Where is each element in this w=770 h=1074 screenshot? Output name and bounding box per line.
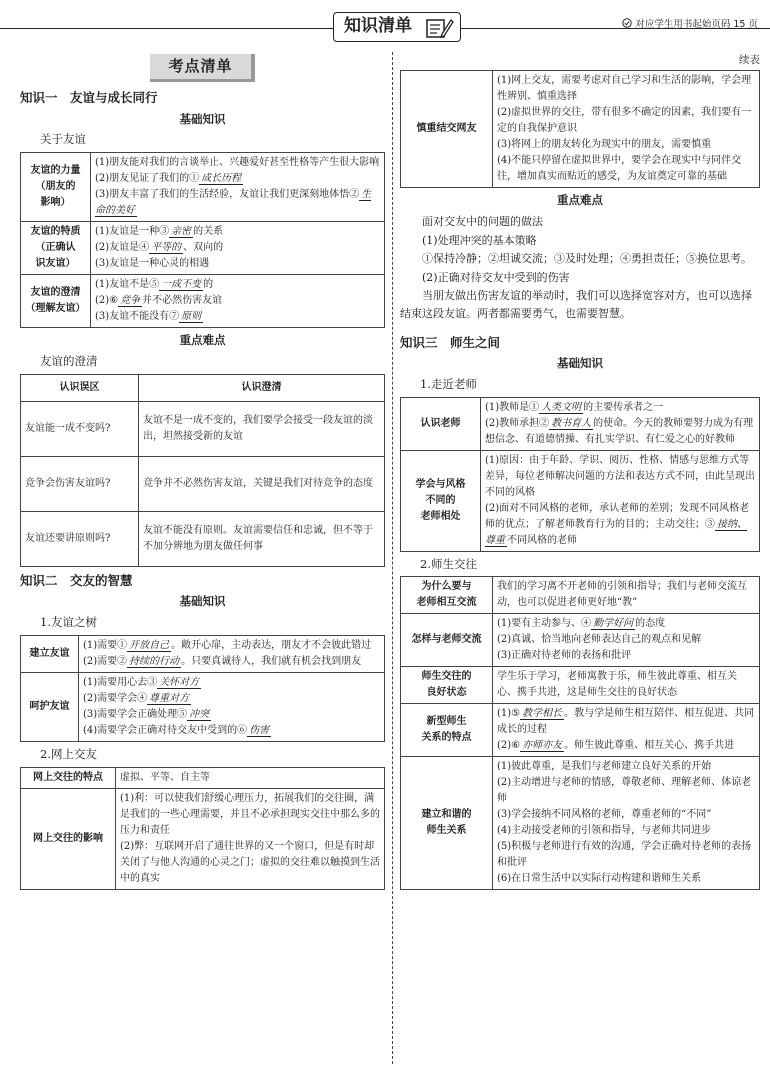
row-label-line: 老师相处	[420, 510, 461, 522]
content-line	[83, 638, 380, 654]
text-segment: 。教与学是师生相互陪伴、相互促进、共同成长的过程	[497, 708, 755, 736]
row-label-line: （朋友的	[35, 181, 76, 193]
row-content	[91, 222, 385, 275]
row-label	[401, 71, 493, 188]
table-row	[21, 767, 385, 788]
table-cell: 竞争会伤害友谊吗?	[21, 456, 139, 511]
text-segment: 我们的学习离不开老师的引领和指导；我们与老师交流互动，也可以促进老师更好地“教”	[497, 581, 747, 609]
row-content	[481, 397, 760, 450]
text-segment: (2)⑥	[95, 295, 119, 307]
content-line	[497, 669, 755, 701]
table-row	[21, 511, 385, 566]
content-line	[83, 675, 380, 691]
content-line	[120, 839, 380, 887]
know-teacher-table	[400, 397, 760, 552]
table-row	[21, 788, 385, 889]
row-label-line: 识友谊）	[35, 258, 76, 270]
content-line	[497, 616, 755, 632]
content-line	[95, 240, 380, 256]
row-content	[493, 577, 760, 614]
content-line	[95, 187, 380, 219]
row-content	[493, 667, 760, 704]
row-label-line: 良好状态	[426, 687, 467, 699]
page-header	[0, 6, 770, 46]
section-title: 知识清单	[344, 16, 412, 36]
table-row	[401, 614, 760, 667]
text-segment: 的态度	[635, 618, 666, 630]
text-segment: (1)教师是①	[485, 401, 540, 413]
answer-blank: 勤学好问	[593, 618, 634, 630]
basic-knowledge-heading: 基础知识	[179, 594, 226, 609]
paragraph: (2)正确对待交友中受到的伤害	[422, 270, 570, 284]
row-content	[79, 635, 385, 672]
text-segment: (5)积极与老师进行有效的沟通，学会正确对待老师的表扬和批评	[497, 841, 752, 869]
text-segment: (2)需要学会④	[83, 692, 148, 704]
answer-blank: 原则	[181, 311, 202, 323]
text-segment: (1)原因：由于年龄、学识、阅历、性格、情感与思维方式等差异，每位老师解决问题的方法和表达方式不同，由此呈现出不同的风格	[485, 454, 755, 498]
content-line	[497, 73, 755, 105]
content-line	[497, 807, 755, 823]
clarification-table	[20, 374, 385, 567]
row-label	[401, 577, 493, 614]
text-segment: (2)弊：互联网开启了通往世界的又一个窗口，但是有时却关闭了与他人沟通的心灵之门；虚拟的交往难以触摸到生活中的真实	[120, 840, 380, 884]
continued-table	[400, 70, 760, 188]
table-header: 认识误区	[21, 374, 139, 401]
answer-blank: 亲密	[171, 226, 192, 238]
content-line	[83, 654, 380, 670]
row-label-line: 建立和谐的	[421, 809, 472, 821]
row-label-line: 关系的特点	[421, 732, 472, 744]
row-label	[401, 757, 493, 890]
paragraph: (1)处理冲突的基本策略	[422, 233, 537, 247]
table-cell: 友谊不能没有原则。友谊需要信任和忠诚，但不等于不加分辨地为朋友做任何事	[139, 511, 385, 566]
row-label-line: 学会与风格	[415, 478, 466, 490]
row-content	[493, 757, 760, 890]
key-points-heading: 重点难点	[179, 333, 226, 348]
text-segment: (1)利：可以使我们舒缓心理压力，拓展我们的交往圈，满足我们的一些心理需要，并且不必承担现实交往中那么多的压力和责任	[120, 792, 380, 836]
banner-title: 考点清单	[150, 54, 254, 82]
text-segment: (6)在日常生活中以实际行动构建和谐师生关系	[497, 873, 702, 885]
text-segment: (4)不能只停留在虚拟世界中，要学会在现实中与同伴交往，增加真实而贴近的感受，为友谊奠定可靠的基础	[497, 155, 742, 183]
sub-heading: 关于友谊	[40, 132, 86, 147]
content-line	[95, 256, 380, 272]
row-content	[91, 153, 385, 222]
content-line	[497, 579, 755, 611]
text-segment: (3)需要学会正确处理⑤	[83, 708, 188, 720]
text-segment: (1)彼此尊重，是我们与老师建立良好关系的开始	[497, 761, 712, 773]
text-segment: 的	[203, 279, 214, 291]
continued-label: 续表	[739, 54, 760, 66]
content-line	[497, 839, 755, 871]
text-segment: 。只要真诚待人，我们就有机会找到朋友	[181, 655, 362, 667]
row-label-line: 不同的	[425, 494, 456, 506]
right-column	[400, 52, 760, 894]
knowledge-one-title: 知识一 友谊与成长同行	[20, 90, 158, 106]
table-cell: 友谊不是一成不变的，我们要学会接受一段友谊的淡出，坦然接受新的友谊	[139, 401, 385, 456]
text-segment: 不同风格的老师	[507, 534, 577, 546]
content-line	[497, 105, 755, 137]
row-label-line: 老师相互交流	[416, 597, 477, 609]
row-label-line: 师生关系	[426, 825, 467, 837]
text-segment: 的主要传承者之一	[583, 401, 664, 413]
answer-blank: 开放自己	[129, 639, 170, 651]
content-line	[120, 791, 380, 839]
content-line	[497, 738, 755, 754]
answer-blank: 亦师亦友	[522, 740, 563, 752]
table-cell: 竞争并不必然伤害友谊，关键是我们对待竞争的态度	[139, 456, 385, 511]
table-row	[401, 577, 760, 614]
text-segment: (1)⑤	[497, 708, 521, 720]
key-points-heading: 重点难点	[557, 193, 603, 208]
text-segment: 的关系	[193, 226, 224, 238]
row-label-line: 网上交往的特点	[33, 771, 103, 783]
text-segment: (1)要有主动参与、④	[497, 618, 592, 630]
row-label	[401, 450, 481, 551]
content-line	[83, 707, 380, 723]
sub-heading: 2.师生交往	[420, 556, 477, 571]
text-segment: (3)朋友丰富了我们的生活经验，友谊让我们更深刻地体悟②	[95, 189, 360, 201]
content-line	[83, 691, 380, 707]
answer-blank: 教学相长	[522, 708, 563, 720]
friendship-tree-table	[20, 635, 385, 742]
answer-blank: 竞争	[120, 295, 141, 307]
table-row	[401, 757, 760, 890]
answer-blank: 一成不变	[161, 279, 202, 291]
paragraph: ①保持冷静；②坦诚交流；③及时处理；④勇担责任；⑤换位思考。	[422, 252, 752, 266]
content-line	[120, 770, 380, 786]
section-tag	[333, 12, 461, 42]
content-line	[497, 153, 755, 185]
row-label-line: 友谊的澄清	[30, 287, 81, 299]
text-segment: (2)教师承担②	[485, 417, 550, 429]
table-cell: 友谊还要讲原则吗?	[21, 511, 139, 566]
text-segment: (3)友谊是一种心灵的相遇	[95, 258, 210, 270]
answer-blank: 平等的	[151, 242, 182, 254]
content-line	[497, 632, 755, 648]
table-row	[401, 397, 760, 450]
answer-blank: 伤害	[249, 724, 270, 736]
row-content	[91, 275, 385, 328]
table-cell: 友谊能一成不变吗?	[21, 401, 139, 456]
check-circle-icon	[622, 18, 632, 28]
knowledge-two-title: 知识二 交友的智慧	[20, 572, 133, 588]
text-segment: (1)朋友能对我们的言谈举止、兴趣爱好甚至性格等产生很大影响	[95, 157, 380, 169]
text-segment: (2)朋友见证了我们的①	[95, 173, 200, 185]
table-row	[21, 456, 385, 511]
text-segment: (3)学会接纳不同风格的老师，尊重老师的“不同”	[497, 809, 712, 821]
column-divider	[392, 52, 393, 1064]
answer-blank: 持续的行动	[129, 655, 180, 667]
row-label-line: （正确认	[35, 242, 76, 254]
content-line	[83, 723, 380, 739]
row-label-line: 建立友谊	[29, 647, 70, 659]
content-line	[497, 648, 755, 664]
text-segment: (3)友谊不能没有⑦	[95, 311, 180, 323]
basic-knowledge-heading: 基础知识	[179, 111, 226, 126]
text-segment: 的使命。今天的教师要努力成为有理想信念、有道德情操、有扎实学识、有仁爱之心的好教师	[485, 417, 754, 445]
row-label-line: 怎样与老师交流	[411, 634, 482, 646]
content-line	[95, 277, 380, 293]
row-label-line: 师生交往的	[421, 671, 472, 683]
text-segment: 虚拟、平等、自主等	[120, 771, 210, 783]
content-line	[95, 293, 380, 309]
answer-blank: 教书育人	[551, 417, 592, 429]
answer-blank: 尊重对方	[149, 692, 190, 704]
content-line	[497, 775, 755, 807]
text-segment: (3)将网上的朋友转化为现实中的朋友，需要慎重	[497, 139, 712, 151]
row-label	[21, 672, 79, 741]
row-content	[79, 672, 385, 741]
paragraph: 面对交友中的问题的做法	[422, 215, 543, 229]
row-label-line: 为什么要与	[421, 581, 472, 593]
row-label-line: 影响）	[40, 197, 71, 209]
text-segment: (2)⑥	[497, 740, 521, 752]
row-content	[493, 704, 760, 757]
text-segment: (1)友谊不是⑤	[95, 279, 160, 291]
notepad-pen-icon	[424, 15, 454, 39]
table-row	[21, 222, 385, 275]
answer-blank: 冲突	[189, 708, 210, 720]
table-row	[401, 704, 760, 757]
text-segment: 。师生彼此尊重、相互关心、携手共进	[564, 740, 735, 752]
content-line	[95, 309, 380, 325]
table-row	[401, 450, 760, 551]
content-line	[497, 759, 755, 775]
content-line	[95, 155, 380, 171]
text-segment: 。敞开心扉，主动表达，朋友才不会彼此错过	[171, 639, 372, 651]
row-content	[493, 71, 760, 188]
answer-blank: 成长历程	[201, 173, 242, 185]
row-label	[21, 635, 79, 672]
page-reference	[622, 18, 758, 33]
text-segment: 学生乐于学习，老师寓教于乐，师生彼此尊重、相互关心、携手共进，这是师生交往的良好状态	[497, 671, 737, 699]
knowledge-three-title: 知识三 师生之间	[400, 334, 501, 350]
table-row	[21, 635, 385, 672]
basic-knowledge-heading: 基础知识	[557, 356, 603, 371]
text-segment: (2)真诚、恰当地向老师表达自己的观点和见解	[497, 634, 702, 646]
content-line	[95, 224, 380, 240]
text-segment: (3)正确对待老师的表扬和批评	[497, 650, 632, 662]
sub-heading: 1.友谊之树	[40, 615, 97, 630]
table-row	[21, 275, 385, 328]
sub-heading: 友谊的澄清	[40, 354, 98, 369]
answer-blank: 人类文明	[541, 401, 582, 413]
row-label	[21, 153, 91, 222]
row-label	[21, 275, 91, 328]
sub-heading: 2.网上交友	[40, 746, 97, 761]
text-segment: (1)网上交友，需要考虑对自己学习和生活的影响，学会理性辨别、慎重选择	[497, 75, 752, 103]
online-friends-table	[20, 767, 385, 890]
text-segment: (2)面对不同风格的老师，承认老师的差别；发现不同风格老师的优点；了解老师教育行为的目的；主动交往；③	[485, 502, 750, 530]
row-label	[401, 397, 481, 450]
row-label	[21, 788, 116, 889]
row-label	[401, 704, 493, 757]
answer-blank: 接纳、尊重	[485, 518, 747, 546]
row-content	[481, 450, 760, 551]
row-label-line: （理解友谊）	[25, 303, 86, 315]
table-row	[21, 401, 385, 456]
answer-blank: 生命的美好	[95, 189, 372, 217]
content-line	[497, 871, 755, 887]
table-header: 认识澄清	[139, 374, 385, 401]
left-column	[20, 52, 385, 894]
row-content	[116, 788, 385, 889]
text-segment: (4)主动接受老师的引领和指导，与老师共同进步	[497, 825, 712, 837]
row-label-line: 呵护友谊	[29, 700, 70, 712]
paragraph: 当朋友做出伤害友谊的举动时，我们可以选择宽容对方，也可以选择结束这段友谊。两者都需要勇气，也需要智慧。	[400, 289, 752, 321]
row-label-line: 新型师生	[426, 716, 467, 728]
answer-blank: 关怀对方	[159, 676, 200, 688]
sub-heading: 1.走近老师	[420, 376, 477, 391]
text-segment: (2)需要②	[83, 655, 128, 667]
text-segment: (1)需要①	[83, 639, 128, 651]
page-reference-text: 对应学生用书起始页码 15 页	[635, 19, 758, 30]
table-row	[401, 667, 760, 704]
row-label-line: 友谊的力量	[30, 165, 81, 177]
content-line	[485, 400, 755, 416]
row-label	[21, 222, 91, 275]
text-segment: (2)虚拟世界的交往，带有很多不确定的因素，我们要有一定的自我保护意识	[497, 107, 752, 135]
content-line	[497, 137, 755, 153]
row-label-line: 网上交往的影响	[33, 832, 103, 844]
content-line	[497, 706, 755, 738]
row-label-line: 友谊的特质	[30, 226, 81, 238]
table-row	[401, 71, 760, 188]
row-content	[493, 614, 760, 667]
row-label-line: 慎重结交网友	[416, 123, 477, 135]
row-label-line: 认识老师	[420, 417, 461, 429]
text-segment: (1)需要用心去③	[83, 676, 158, 688]
row-label	[401, 667, 493, 704]
text-segment: (4)需要学会正确对待交友中受到的⑥	[83, 724, 248, 736]
row-label	[401, 614, 493, 667]
content-line	[95, 171, 380, 187]
text-segment: 、双向的	[183, 242, 224, 254]
content-line	[485, 416, 755, 448]
text-segment: (2)友谊是④	[95, 242, 150, 254]
table-row	[21, 672, 385, 741]
text-segment: (2)主动增进与老师的情感，尊敬老师、理解老师、体谅老师	[497, 777, 752, 805]
row-content	[116, 767, 385, 788]
content-line	[497, 823, 755, 839]
content-line	[485, 501, 755, 549]
row-label	[21, 767, 116, 788]
text-segment: (1)友谊是一种③	[95, 226, 170, 238]
content-line	[485, 453, 755, 501]
teacher-student-table	[400, 576, 760, 890]
friendship-table	[20, 152, 385, 328]
text-segment: 并不必然伤害友谊	[142, 295, 223, 307]
table-row	[21, 153, 385, 222]
